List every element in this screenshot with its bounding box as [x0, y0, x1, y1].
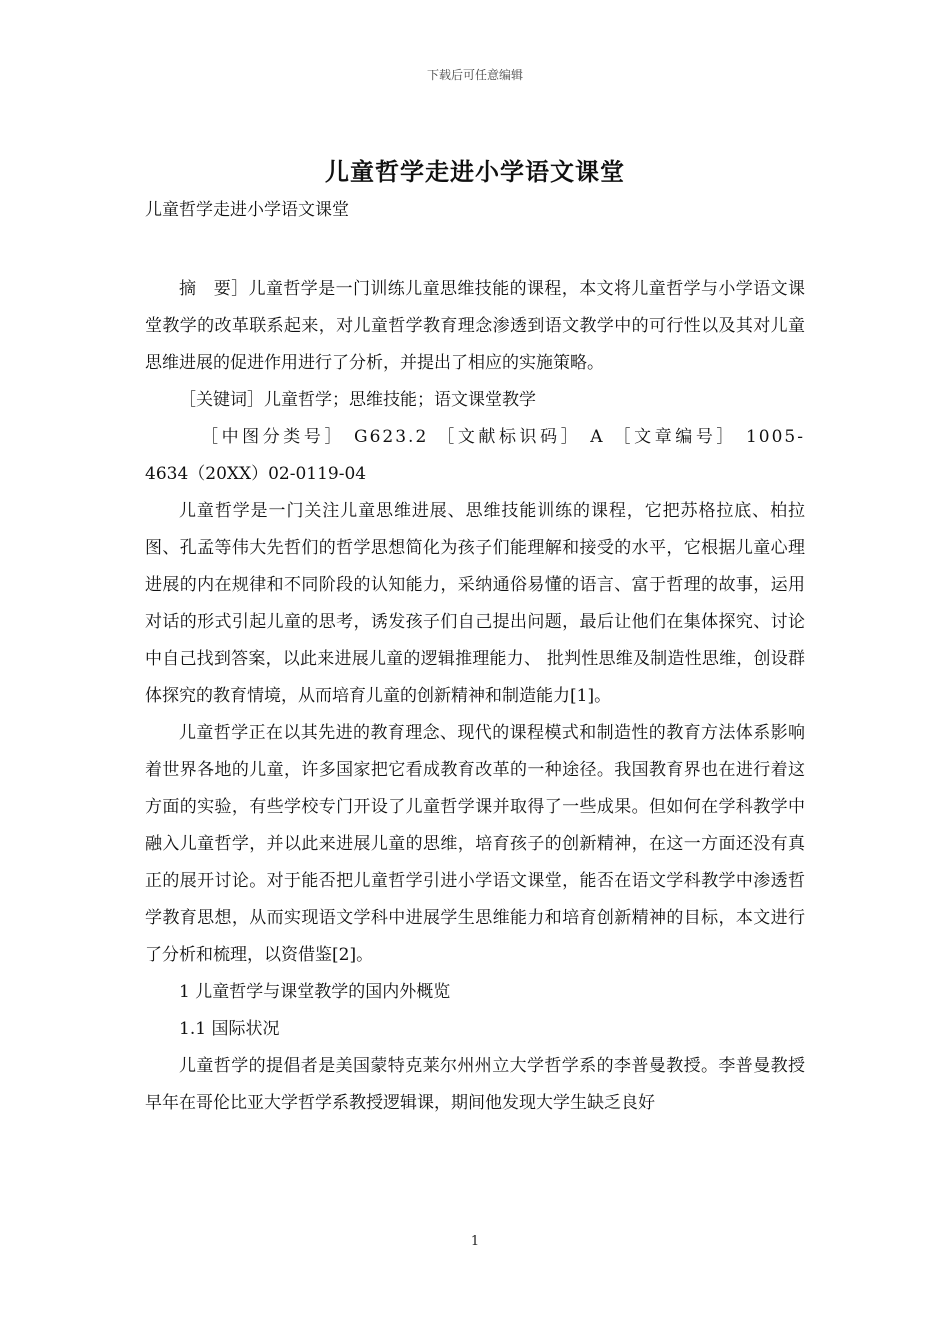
header-note: 下载后可任意编辑 [426, 68, 523, 82]
body-paragraph-3: 儿童哲学的提倡者是美国蒙特克莱尔州州立大学哲学系的李普曼教授。李普曼教授早年在哥伦比亚大学哲学系教授逻辑课，期间他发现大学生缺乏良好 [145, 1056, 805, 1113]
document-body [145, 192, 805, 1122]
section-heading-1-1: 1.1 国际状况 [179, 1019, 280, 1039]
subtitle: 儿童哲学走进小学语文课堂 [145, 200, 349, 220]
page-number: 1 [470, 1234, 480, 1249]
classification-line-1: ［中图分类号］ G623.2 ［文献标识码］ A ［文章编号］ 1005- [201, 427, 805, 447]
body-paragraph-1: 儿童哲学是一门关注儿童思维进展、思维技能训练的课程，它把苏格拉底、柏拉图、孔孟等伟大先哲们的哲学思想简化为孩子们能理解和接受的水平，它根据儿童心理进展的内在规律和不同阶段的认知能力，采纳通俗易懂的语言、富于哲理的故事，运用对话的形式引起儿童的思考，诱发孩子们自己提出问题，最后让他们在集体探究、讨论中自己找到答案，以此来进展儿童的逻辑推理能力、 批判性思维及制造性思维，创设群体探究的教育情境，从而培育儿童的创新精神和制造能力[1]。 [145, 501, 805, 706]
abstract-paragraph: 摘 要］儿童哲学是一门训练儿童思维技能的课程，本文将儿童哲学与小学语文课堂教学的改革联系起来，对儿童哲学教育理念渗透到语文教学中的可行性以及其对儿童思维进展的促进作用进行了分析，并提出了相应的实施策略。 [145, 279, 805, 373]
keywords-line: ［关键词］儿童哲学；思维技能；语文课堂教学 [179, 390, 536, 410]
body-paragraph-2: 儿童哲学正在以其先进的教育理念、现代的课程模式和制造性的教育方法体系影响着世界各地的儿童，许多国家把它看成教育改革的一种途径。我国教育界也在进行着这方面的实验，有些学校专门开设了儿童哲学课并取得了一些成果。但如何在学科教学中融入儿童哲学，并以此来进展儿童的思维，培育孩子的创新精神，在这一方面还没有真正的展开讨论。对于能否把儿童哲学引进小学语文课堂，能否在语文学科教学中渗透哲学教育思想，从而实现语文学科中进展学生思维能力和培育创新精神的目标，本文进行了分析和梳理，以资借鉴[2]。 [145, 723, 805, 965]
classification-line-2: 4634（20XX）02-0119-04 [145, 464, 367, 484]
document-title: 儿童哲学走进小学语文课堂 [325, 157, 625, 186]
section-heading-1: 1 儿童哲学与课堂教学的国内外概览 [179, 982, 451, 1002]
